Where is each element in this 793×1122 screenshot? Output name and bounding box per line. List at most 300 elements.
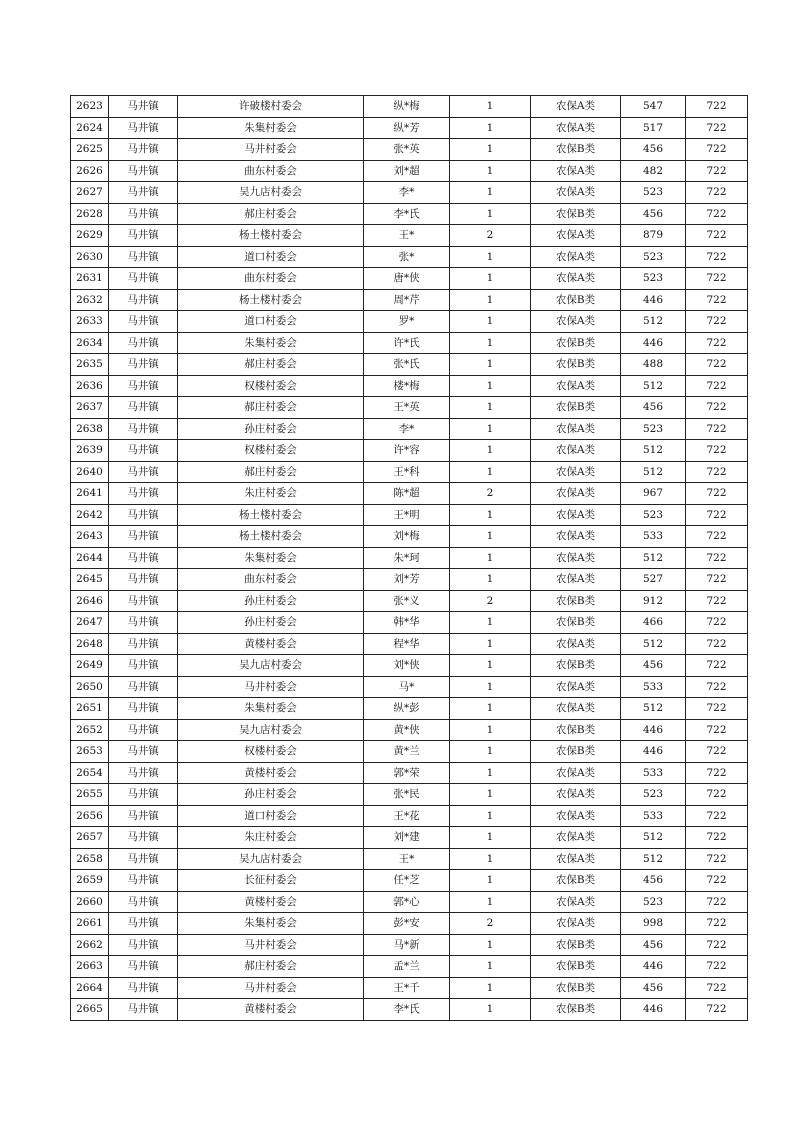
row-number-cell: 2632 [71,289,109,311]
count-cell: 1 [450,676,531,698]
name-cell: 李* [364,418,450,440]
insurance-type-cell: 农保A类 [531,784,621,806]
row-number-cell: 2644 [71,547,109,569]
count-cell: 1 [450,848,531,870]
name-cell: 郭*心 [364,891,450,913]
table-row [71,741,748,763]
data-table [70,95,748,1021]
row-number-cell: 2639 [71,440,109,462]
village-committee-cell: 孙庄村委会 [178,612,364,634]
count-cell: 1 [450,891,531,913]
row-number-cell: 2663 [71,956,109,978]
village-committee-cell: 朱集村委会 [178,698,364,720]
village-committee-cell: 道口村委会 [178,311,364,333]
insurance-type-cell: 农保B类 [531,956,621,978]
amount-cell: 512 [621,633,686,655]
insurance-type-cell: 农保B类 [531,354,621,376]
standard-cell: 722 [686,203,748,225]
standard-cell: 722 [686,870,748,892]
table-row [71,590,748,612]
standard-cell: 722 [686,332,748,354]
amount-cell: 523 [621,268,686,290]
count-cell: 1 [450,246,531,268]
standard-cell: 722 [686,117,748,139]
village-committee-cell: 朱庄村委会 [178,483,364,505]
amount-cell: 446 [621,719,686,741]
name-cell: 周*芹 [364,289,450,311]
village-committee-cell: 黄楼村委会 [178,891,364,913]
standard-cell: 722 [686,612,748,634]
insurance-type-cell: 农保A类 [531,848,621,870]
amount-cell: 446 [621,332,686,354]
row-number-cell: 2662 [71,934,109,956]
village-committee-cell: 黄楼村委会 [178,633,364,655]
town-cell: 马井镇 [109,977,178,999]
village-committee-cell: 朱集村委会 [178,117,364,139]
row-number-cell: 2625 [71,139,109,161]
name-cell: 张*民 [364,784,450,806]
amount-cell: 446 [621,741,686,763]
village-committee-cell: 权楼村委会 [178,741,364,763]
standard-cell: 722 [686,827,748,849]
village-committee-cell: 黄楼村委会 [178,999,364,1021]
row-number-cell: 2642 [71,504,109,526]
insurance-type-cell: 农保B类 [531,719,621,741]
insurance-type-cell: 农保A类 [531,268,621,290]
count-cell: 1 [450,762,531,784]
amount-cell: 466 [621,612,686,634]
row-number-cell: 2627 [71,182,109,204]
standard-cell: 722 [686,977,748,999]
row-number-cell: 2631 [71,268,109,290]
name-cell: 刘*超 [364,160,450,182]
insurance-type-cell: 农保A类 [531,526,621,548]
village-committee-cell: 孙庄村委会 [178,784,364,806]
village-committee-cell: 朱集村委会 [178,332,364,354]
town-cell: 马井镇 [109,440,178,462]
name-cell: 刘*侠 [364,655,450,677]
standard-cell: 722 [686,698,748,720]
amount-cell: 523 [621,784,686,806]
amount-cell: 456 [621,139,686,161]
amount-cell: 512 [621,311,686,333]
standard-cell: 722 [686,762,748,784]
village-committee-cell: 道口村委会 [178,246,364,268]
standard-cell: 722 [686,483,748,505]
standard-cell: 722 [686,655,748,677]
town-cell: 马井镇 [109,633,178,655]
row-number-cell: 2635 [71,354,109,376]
village-committee-cell: 马井村委会 [178,676,364,698]
village-committee-cell: 朱集村委会 [178,913,364,935]
name-cell: 黄*兰 [364,741,450,763]
town-cell: 马井镇 [109,289,178,311]
table-row [71,719,748,741]
amount-cell: 512 [621,440,686,462]
count-cell: 1 [450,934,531,956]
village-committee-cell: 朱集村委会 [178,547,364,569]
name-cell: 程*华 [364,633,450,655]
count-cell: 1 [450,397,531,419]
table-row [71,268,748,290]
standard-cell: 722 [686,848,748,870]
amount-cell: 512 [621,827,686,849]
village-committee-cell: 马井村委会 [178,934,364,956]
town-cell: 马井镇 [109,590,178,612]
row-number-cell: 2640 [71,461,109,483]
insurance-type-cell: 农保A类 [531,160,621,182]
name-cell: 王* [364,848,450,870]
table-row [71,526,748,548]
insurance-type-cell: 农保B类 [531,655,621,677]
village-committee-cell: 马井村委会 [178,977,364,999]
count-cell: 1 [450,289,531,311]
table-row [71,547,748,569]
standard-cell: 722 [686,182,748,204]
village-committee-cell: 黄楼村委会 [178,762,364,784]
town-cell: 马井镇 [109,461,178,483]
amount-cell: 533 [621,676,686,698]
row-number-cell: 2629 [71,225,109,247]
count-cell: 1 [450,96,531,118]
village-committee-cell: 朱庄村委会 [178,827,364,849]
standard-cell: 722 [686,891,748,913]
table-row [71,375,748,397]
town-cell: 马井镇 [109,827,178,849]
insurance-type-cell: 农保A类 [531,461,621,483]
insurance-type-cell: 农保A类 [531,504,621,526]
town-cell: 马井镇 [109,203,178,225]
insurance-type-cell: 农保A类 [531,805,621,827]
table-row [71,676,748,698]
name-cell: 马*新 [364,934,450,956]
count-cell: 2 [450,483,531,505]
amount-cell: 523 [621,418,686,440]
standard-cell: 722 [686,741,748,763]
table-row [71,977,748,999]
village-committee-cell: 孙庄村委会 [178,590,364,612]
village-committee-cell: 郝庄村委会 [178,203,364,225]
standard-cell: 722 [686,268,748,290]
amount-cell: 512 [621,375,686,397]
name-cell: 纵*芳 [364,117,450,139]
count-cell: 1 [450,827,531,849]
count-cell: 1 [450,569,531,591]
table-row [71,225,748,247]
table-row [71,891,748,913]
insurance-type-cell: 农保A类 [531,182,621,204]
name-cell: 李* [364,182,450,204]
amount-cell: 547 [621,96,686,118]
count-cell: 1 [450,633,531,655]
table-row [71,956,748,978]
table-row [71,870,748,892]
name-cell: 楼*梅 [364,375,450,397]
standard-cell: 722 [686,354,748,376]
village-committee-cell: 孙庄村委会 [178,418,364,440]
row-number-cell: 2648 [71,633,109,655]
amount-cell: 533 [621,805,686,827]
insurance-type-cell: 农保A类 [531,698,621,720]
standard-cell: 722 [686,805,748,827]
amount-cell: 446 [621,956,686,978]
name-cell: 刘*梅 [364,526,450,548]
row-number-cell: 2637 [71,397,109,419]
amount-cell: 512 [621,461,686,483]
town-cell: 马井镇 [109,956,178,978]
village-committee-cell: 曲东村委会 [178,268,364,290]
standard-cell: 722 [686,569,748,591]
name-cell: 黄*侠 [364,719,450,741]
table-row [71,848,748,870]
insurance-type-cell: 农保A类 [531,569,621,591]
count-cell: 1 [450,354,531,376]
count-cell: 1 [450,332,531,354]
name-cell: 罗* [364,311,450,333]
table-row [71,805,748,827]
insurance-type-cell: 农保A类 [531,418,621,440]
count-cell: 1 [450,461,531,483]
count-cell: 1 [450,956,531,978]
row-number-cell: 2634 [71,332,109,354]
village-committee-cell: 长征村委会 [178,870,364,892]
amount-cell: 998 [621,913,686,935]
standard-cell: 722 [686,633,748,655]
town-cell: 马井镇 [109,96,178,118]
table-row [71,655,748,677]
village-committee-cell: 郝庄村委会 [178,354,364,376]
amount-cell: 456 [621,977,686,999]
name-cell: 唐*侠 [364,268,450,290]
table-row [71,827,748,849]
row-number-cell: 2636 [71,375,109,397]
table-row [71,139,748,161]
town-cell: 马井镇 [109,547,178,569]
row-number-cell: 2658 [71,848,109,870]
insurance-type-cell: 农保A类 [531,633,621,655]
count-cell: 1 [450,870,531,892]
name-cell: 王* [364,225,450,247]
town-cell: 马井镇 [109,612,178,634]
insurance-type-cell: 农保A类 [531,913,621,935]
town-cell: 马井镇 [109,698,178,720]
amount-cell: 967 [621,483,686,505]
count-cell: 2 [450,590,531,612]
town-cell: 马井镇 [109,354,178,376]
town-cell: 马井镇 [109,891,178,913]
town-cell: 马井镇 [109,139,178,161]
amount-cell: 512 [621,848,686,870]
count-cell: 1 [450,418,531,440]
standard-cell: 722 [686,719,748,741]
insurance-type-cell: 农保A类 [531,483,621,505]
town-cell: 马井镇 [109,655,178,677]
standard-cell: 722 [686,913,748,935]
count-cell: 2 [450,913,531,935]
standard-cell: 722 [686,526,748,548]
village-committee-cell: 道口村委会 [178,805,364,827]
town-cell: 马井镇 [109,719,178,741]
row-number-cell: 2643 [71,526,109,548]
village-committee-cell: 杨土楼村委会 [178,225,364,247]
table-row [71,354,748,376]
insurance-type-cell: 农保B类 [531,397,621,419]
name-cell: 刘*芳 [364,569,450,591]
count-cell: 1 [450,526,531,548]
amount-cell: 456 [621,397,686,419]
insurance-type-cell: 农保B类 [531,139,621,161]
standard-cell: 722 [686,590,748,612]
table-row [71,311,748,333]
amount-cell: 456 [621,934,686,956]
name-cell: 朱*珂 [364,547,450,569]
table-row [71,633,748,655]
name-cell: 王*科 [364,461,450,483]
insurance-type-cell: 农保B类 [531,870,621,892]
name-cell: 张*英 [364,139,450,161]
row-number-cell: 2659 [71,870,109,892]
name-cell: 张*氏 [364,354,450,376]
standard-cell: 722 [686,934,748,956]
table-body [71,96,748,1021]
table-row [71,117,748,139]
row-number-cell: 2628 [71,203,109,225]
town-cell: 马井镇 [109,762,178,784]
row-number-cell: 2645 [71,569,109,591]
table-row [71,698,748,720]
count-cell: 1 [450,182,531,204]
name-cell: 王*千 [364,977,450,999]
standard-cell: 722 [686,225,748,247]
count-cell: 1 [450,375,531,397]
count-cell: 1 [450,268,531,290]
standard-cell: 722 [686,289,748,311]
amount-cell: 523 [621,891,686,913]
standard-cell: 722 [686,96,748,118]
count-cell: 1 [450,117,531,139]
count-cell: 2 [450,225,531,247]
town-cell: 马井镇 [109,418,178,440]
village-committee-cell: 权楼村委会 [178,375,364,397]
name-cell: 韩*华 [364,612,450,634]
table-row [71,784,748,806]
table-row [71,762,748,784]
town-cell: 马井镇 [109,784,178,806]
count-cell: 1 [450,139,531,161]
name-cell: 陈*超 [364,483,450,505]
insurance-type-cell: 农保A类 [531,440,621,462]
name-cell: 任*芝 [364,870,450,892]
town-cell: 马井镇 [109,225,178,247]
row-number-cell: 2665 [71,999,109,1021]
name-cell: 孟*兰 [364,956,450,978]
standard-cell: 722 [686,160,748,182]
insurance-type-cell: 农保B类 [531,203,621,225]
amount-cell: 879 [621,225,686,247]
table-row [71,999,748,1021]
town-cell: 马井镇 [109,311,178,333]
count-cell: 1 [450,612,531,634]
village-committee-cell: 吴九店村委会 [178,719,364,741]
amount-cell: 456 [621,655,686,677]
table-row [71,504,748,526]
town-cell: 马井镇 [109,676,178,698]
town-cell: 马井镇 [109,504,178,526]
table-row [71,160,748,182]
standard-cell: 722 [686,956,748,978]
standard-cell: 722 [686,311,748,333]
insurance-type-cell: 农保B类 [531,934,621,956]
count-cell: 1 [450,999,531,1021]
amount-cell: 533 [621,762,686,784]
insurance-type-cell: 农保A类 [531,676,621,698]
insurance-type-cell: 农保B类 [531,612,621,634]
table-row [71,418,748,440]
table-row [71,203,748,225]
count-cell: 1 [450,504,531,526]
name-cell: 马* [364,676,450,698]
table-row [71,96,748,118]
town-cell: 马井镇 [109,182,178,204]
row-number-cell: 2651 [71,698,109,720]
amount-cell: 456 [621,870,686,892]
row-number-cell: 2647 [71,612,109,634]
count-cell: 1 [450,547,531,569]
standard-cell: 722 [686,418,748,440]
town-cell: 马井镇 [109,805,178,827]
row-number-cell: 2653 [71,741,109,763]
insurance-type-cell: 农保A类 [531,891,621,913]
amount-cell: 512 [621,547,686,569]
amount-cell: 533 [621,526,686,548]
table-row [71,461,748,483]
insurance-type-cell: 农保B类 [531,977,621,999]
insurance-type-cell: 农保A类 [531,762,621,784]
town-cell: 马井镇 [109,160,178,182]
row-number-cell: 2656 [71,805,109,827]
village-committee-cell: 曲东村委会 [178,160,364,182]
row-number-cell: 2655 [71,784,109,806]
count-cell: 1 [450,440,531,462]
table-row [71,246,748,268]
row-number-cell: 2664 [71,977,109,999]
village-committee-cell: 吴九店村委会 [178,182,364,204]
table-row [71,934,748,956]
standard-cell: 722 [686,440,748,462]
amount-cell: 456 [621,203,686,225]
town-cell: 马井镇 [109,934,178,956]
row-number-cell: 2641 [71,483,109,505]
insurance-type-cell: 农保A类 [531,246,621,268]
village-committee-cell: 郝庄村委会 [178,956,364,978]
amount-cell: 523 [621,182,686,204]
standard-cell: 722 [686,547,748,569]
amount-cell: 912 [621,590,686,612]
village-committee-cell: 杨土楼村委会 [178,504,364,526]
standard-cell: 722 [686,139,748,161]
town-cell: 马井镇 [109,526,178,548]
standard-cell: 722 [686,246,748,268]
insurance-type-cell: 农保A类 [531,311,621,333]
count-cell: 1 [450,719,531,741]
count-cell: 1 [450,805,531,827]
table-row [71,332,748,354]
insurance-type-cell: 农保A类 [531,547,621,569]
name-cell: 李*氏 [364,203,450,225]
town-cell: 马井镇 [109,332,178,354]
row-number-cell: 2661 [71,913,109,935]
town-cell: 马井镇 [109,848,178,870]
